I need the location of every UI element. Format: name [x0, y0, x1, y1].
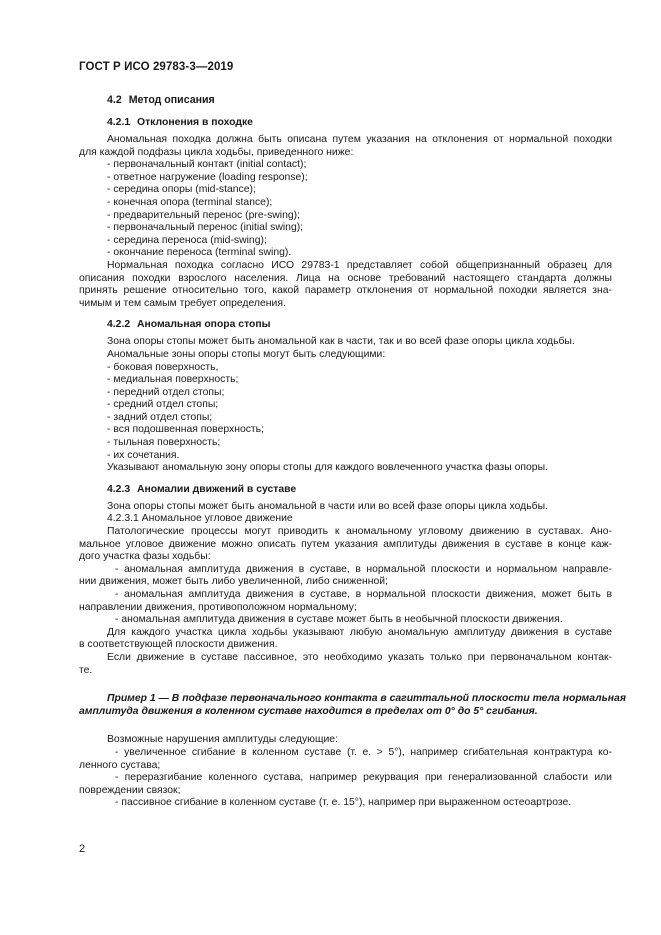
list-item: - первоначальный перенос (initial swing);: [107, 222, 304, 234]
paragraph-line: Нормальная походка согласно ИСО 29783-1 представляет собой общепризнанный образец для: [107, 259, 612, 271]
paragraph-line: те.: [79, 664, 93, 676]
section-number: 4.2: [107, 94, 122, 106]
paragraph-line: Возможные нарушения амплитуды следующие:: [107, 734, 338, 746]
paragraph-line: Зона опоры стопы может быть аномальной как в части, так и во всей фазе опоры цикла ходьбы.: [107, 336, 575, 348]
document-header: ГОСТ Р ИСО 29783-3—2019: [79, 61, 234, 73]
list-item: - конечная опора (terminal stance);: [107, 196, 273, 208]
paragraph-line: Патологические процессы могут приводить к аномальному угловому движению в суставах. Ано-: [107, 526, 612, 538]
list-item: - середина опоры (mid-stance);: [107, 184, 256, 196]
section-number: 4.2.1: [107, 117, 131, 128]
list-item: - аномальная амплитуда движения в суставе, в нормальной плоскости и нормальном направле-: [115, 563, 612, 575]
list-item: - первоначальный контакт (initial contact);: [107, 159, 307, 171]
section-number: 4.2.2: [107, 319, 131, 331]
page-number: 2: [79, 843, 86, 855]
list-item-continuation: ленного сустава;: [79, 759, 161, 771]
list-item: - переразгибание коленного сустава, например рекурвация при генерализованной слабости или: [115, 772, 612, 784]
section-title: Аномалии движений в суставе: [137, 483, 297, 495]
list-item-continuation: направлении движения, противоположном нормальному;: [79, 601, 357, 613]
section-title: Отклонения в походке: [137, 117, 253, 128]
paragraph-line: мальное угловое движение можно описать путем указания амплитуды движения в суставе в конце каж-: [79, 538, 612, 550]
section-title: Метод описания: [128, 94, 215, 106]
paragraph-line: Указывают аномальную зону опоры стопы для каждого вовлеченного участка фазы опоры.: [107, 462, 548, 474]
list-item: - предварительный перенос (pre-swing);: [107, 209, 300, 221]
list-item: - тыльная поверхность;: [107, 437, 221, 449]
document-body: [79, 90, 626, 810]
paragraph-line: Для каждого участка цикла ходьбы указывают любую аномальную амплитуду движения в суставе: [107, 626, 612, 638]
paragraph-line: в соответствующей плоскости движения.: [79, 639, 278, 651]
section-4-2-1-heading: [79, 116, 612, 129]
paragraph-line: чимым и тем самым требует определения.: [79, 297, 286, 309]
list-item-continuation: нии движения, может быть либо увеличенной, либо сниженной;: [79, 576, 388, 588]
list-item: - задний отдел стопы;: [107, 411, 213, 423]
list-item: - средний отдел стопы;: [107, 399, 219, 411]
list-item: - ответное нагружение (loading response);: [107, 171, 308, 183]
list-item: - пассивное сгибание в коленном суставе (т. е. 15°), например при выраженном остеоартрозе.: [115, 797, 572, 809]
list-item: - окончание переноса (terminal swing).: [107, 247, 292, 259]
list-item-continuation: повреждении связок;: [79, 784, 181, 796]
section-4-2-2-heading: [79, 318, 612, 331]
list-item: - вся подошвенная поверхность;: [107, 424, 264, 436]
section-4-2-3-heading: [79, 483, 612, 496]
paragraph-line: Если движение в суставе пассивное, это необходимо указать только при первоначальном контак-: [107, 651, 612, 663]
paragraph-line: Аномальные зоны опоры стопы могут быть следующими:: [107, 348, 386, 360]
list-item: - боковая поверхность,: [107, 361, 219, 373]
list-item: - их сочетания.: [107, 449, 180, 461]
paragraph-line: принять решение относительно того, какой параметр отклонения от нормальной походки является зна-: [79, 285, 612, 297]
list-item: - увеличенное сгибание в коленном суставе (т. е. > 5°), например сгибательная контрактура ко-: [115, 746, 612, 758]
paragraph-line: для каждой подфазы цикла ходьбы, приведенного ниже:: [79, 146, 354, 158]
paragraph-line: Зона опоры стопы может быть аномальной в части или во всей фазе опоры цикла ходьбы.: [107, 500, 548, 512]
section-number: 4.2.3: [107, 483, 131, 495]
section-title: Аномальная опора стопы: [137, 319, 271, 331]
paragraph-line: Аномальная походка должна быть описана путем указания на отклонения от нормальной походки: [107, 134, 612, 145]
list-item: - аномальная амплитуда движения в суставе, в нормальной плоскости движения, может быть в: [115, 589, 612, 600]
list-item: - медиальная поверхность;: [107, 374, 239, 386]
paragraph-line: описания походки взрослого населения. Лица на основе требований настоящего стандарта должны: [79, 272, 612, 284]
section-4-2-heading: [79, 94, 612, 107]
example-line: амплитуда движения в коленном суставе находится в пределах от 0° до 5° сгибания.: [79, 705, 538, 717]
list-item: - аномальная амплитуда движения в суставе может быть в необычной плоскости движения.: [115, 614, 563, 626]
example-line: Пример 1 — В подфазе первоначального контакта в сагиттальной плоскости тела нормальная: [107, 693, 626, 705]
list-item: - передний отдел стопы;: [107, 386, 225, 398]
example-block: [79, 693, 626, 718]
paragraph-line: дого участка фазы ходьбы:: [79, 551, 211, 563]
list-item: - середина переноса (mid-swing);: [107, 234, 267, 246]
subsection-4-2-3-1-heading: 4.2.3.1 Аномальное угловое движение: [107, 513, 293, 525]
